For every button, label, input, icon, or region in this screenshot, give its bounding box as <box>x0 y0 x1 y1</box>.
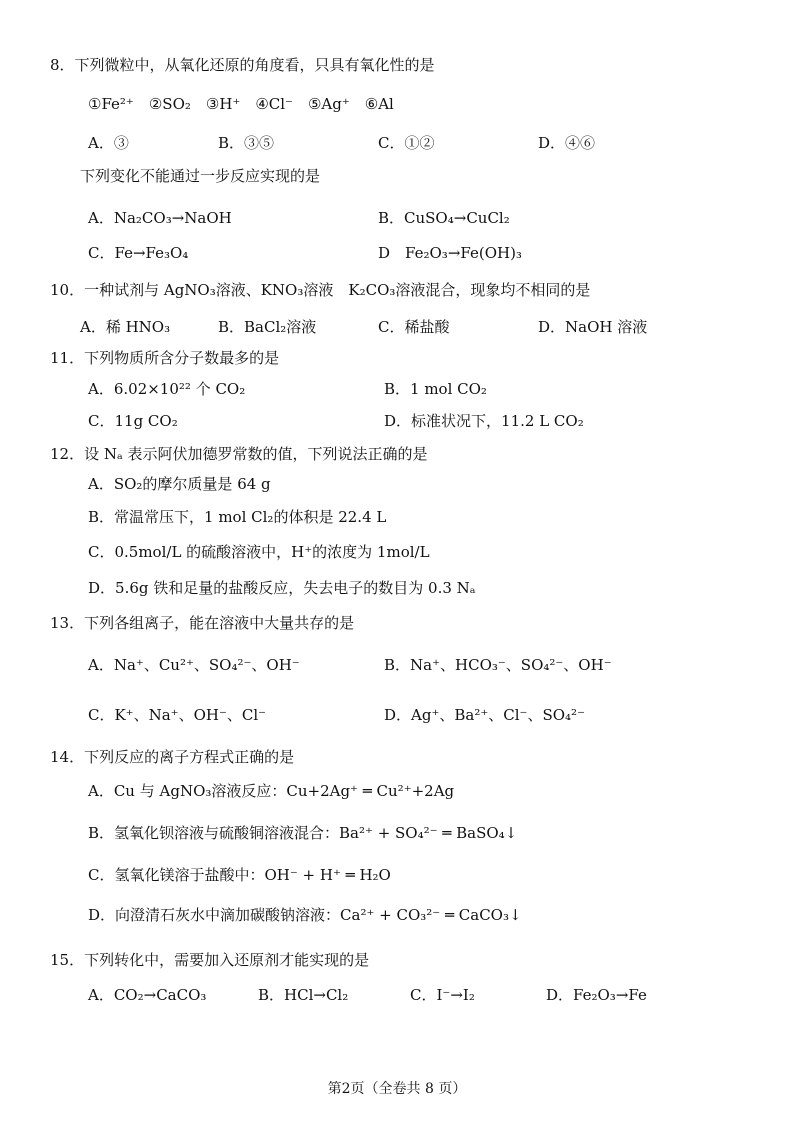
q8-option-a: A．③ <box>88 134 129 152</box>
q13-option-a: A．Na⁺、Cu²⁺、SO₄²⁻、OH⁻ <box>88 656 300 674</box>
q9-stem: 下列变化不能通过一步反应实现的是 <box>80 167 321 185</box>
q14-option-c: C．氢氧化镁溶于盐酸中：OH⁻ + H⁺ ═ H₂O <box>88 866 391 884</box>
q9-option-b: B．CuSO₄→CuCl₂ <box>378 209 510 227</box>
q15-option-d: D．Fe₂O₃→Fe <box>546 986 647 1004</box>
q8-option-c: C．①② <box>378 134 435 152</box>
q9-option-c: C．Fe→Fe₃O₄ <box>88 244 189 262</box>
q14-option-b: B．氢氧化钡溶液与硫酸铜溶液混合：Ba²⁺ + SO₄²⁻ ═ BaSO₄↓ <box>88 824 518 842</box>
q12-stem: 12．设 Nₐ 表示阿伏加德罗常数的值，下列说法正确的是 <box>50 445 428 463</box>
q10-option-a: A．稀 HNO₃ <box>80 318 171 336</box>
q8-option-b: B．③⑤ <box>218 134 275 152</box>
q10-option-b: B．BaCl₂溶液 <box>218 318 317 336</box>
q14-option-a: A．Cu 与 AgNO₃溶液反应：Cu+2Ag⁺ ═ Cu²⁺+2Ag <box>88 782 455 800</box>
q13-option-d: D．Ag⁺、Ba²⁺、Cl⁻、SO₄²⁻ <box>384 706 585 724</box>
q11-option-a: A．6.02×10²² 个 CO₂ <box>88 380 246 398</box>
q8-stem: 8．下列微粒中，从氧化还原的角度看，只具有氧化性的是 <box>50 56 435 74</box>
page-footer: 第2页（全卷共 8 页） <box>327 1081 467 1097</box>
q10-stem: 10．一种试剂与 AgNO₃溶液、KNO₃溶液 K₂CO₃溶液混合，现象均不相同的是 <box>50 281 591 299</box>
q15-stem: 15．下列转化中，需要加入还原剂才能实现的是 <box>50 951 370 969</box>
q13-option-c: C．K⁺、Na⁺、OH⁻、Cl⁻ <box>88 706 267 724</box>
q14-stem: 14．下列反应的离子方程式正确的是 <box>50 748 295 766</box>
q10-option-d: D．NaOH 溶液 <box>538 318 648 336</box>
q8-items: ①Fe²⁺ ②SO₂ ③H⁺ ④Cl⁻ ⑤Ag⁺ ⑥Al <box>88 95 394 113</box>
q15-option-c: C．I⁻→I₂ <box>410 986 475 1004</box>
q9-option-a: A．Na₂CO₃→NaOH <box>88 209 232 227</box>
q11-stem: 11．下列物质所含分子数最多的是 <box>50 349 280 367</box>
q15-option-b: B．HCl→Cl₂ <box>258 986 349 1004</box>
q8-option-d: D．④⑥ <box>538 134 596 152</box>
q12-option-b: B．常温常压下，1 mol Cl₂的体积是 22.4 L <box>88 508 387 526</box>
q12-option-a: A．SO₂的摩尔质量是 64 g <box>88 475 271 493</box>
q14-option-d: D．向澄清石灰水中滴加碳酸钠溶液：Ca²⁺ + CO₃²⁻ ═ CaCO₃↓ <box>88 906 522 924</box>
q10-option-c: C．稀盐酸 <box>378 318 450 336</box>
q15-option-a: A．CO₂→CaCO₃ <box>88 986 207 1004</box>
q11-option-d: D．标准状况下，11.2 L CO₂ <box>384 412 584 430</box>
q11-option-b: B．1 mol CO₂ <box>384 380 487 398</box>
q13-stem: 13．下列各组离子，能在溶液中大量共存的是 <box>50 614 355 632</box>
q9-option-d: D Fe₂O₃→Fe(OH)₃ <box>378 244 522 262</box>
q12-option-d: D．5.6g 铁和足量的盐酸反应，失去电子的数目为 0.3 Nₐ <box>88 579 476 597</box>
q13-option-b: B．Na⁺、HCO₃⁻、SO₄²⁻、OH⁻ <box>384 656 612 674</box>
q12-option-c: C．0.5mol/L 的硫酸溶液中，H⁺的浓度为 1mol/L <box>88 543 430 561</box>
q11-option-c: C．11g CO₂ <box>88 412 178 430</box>
